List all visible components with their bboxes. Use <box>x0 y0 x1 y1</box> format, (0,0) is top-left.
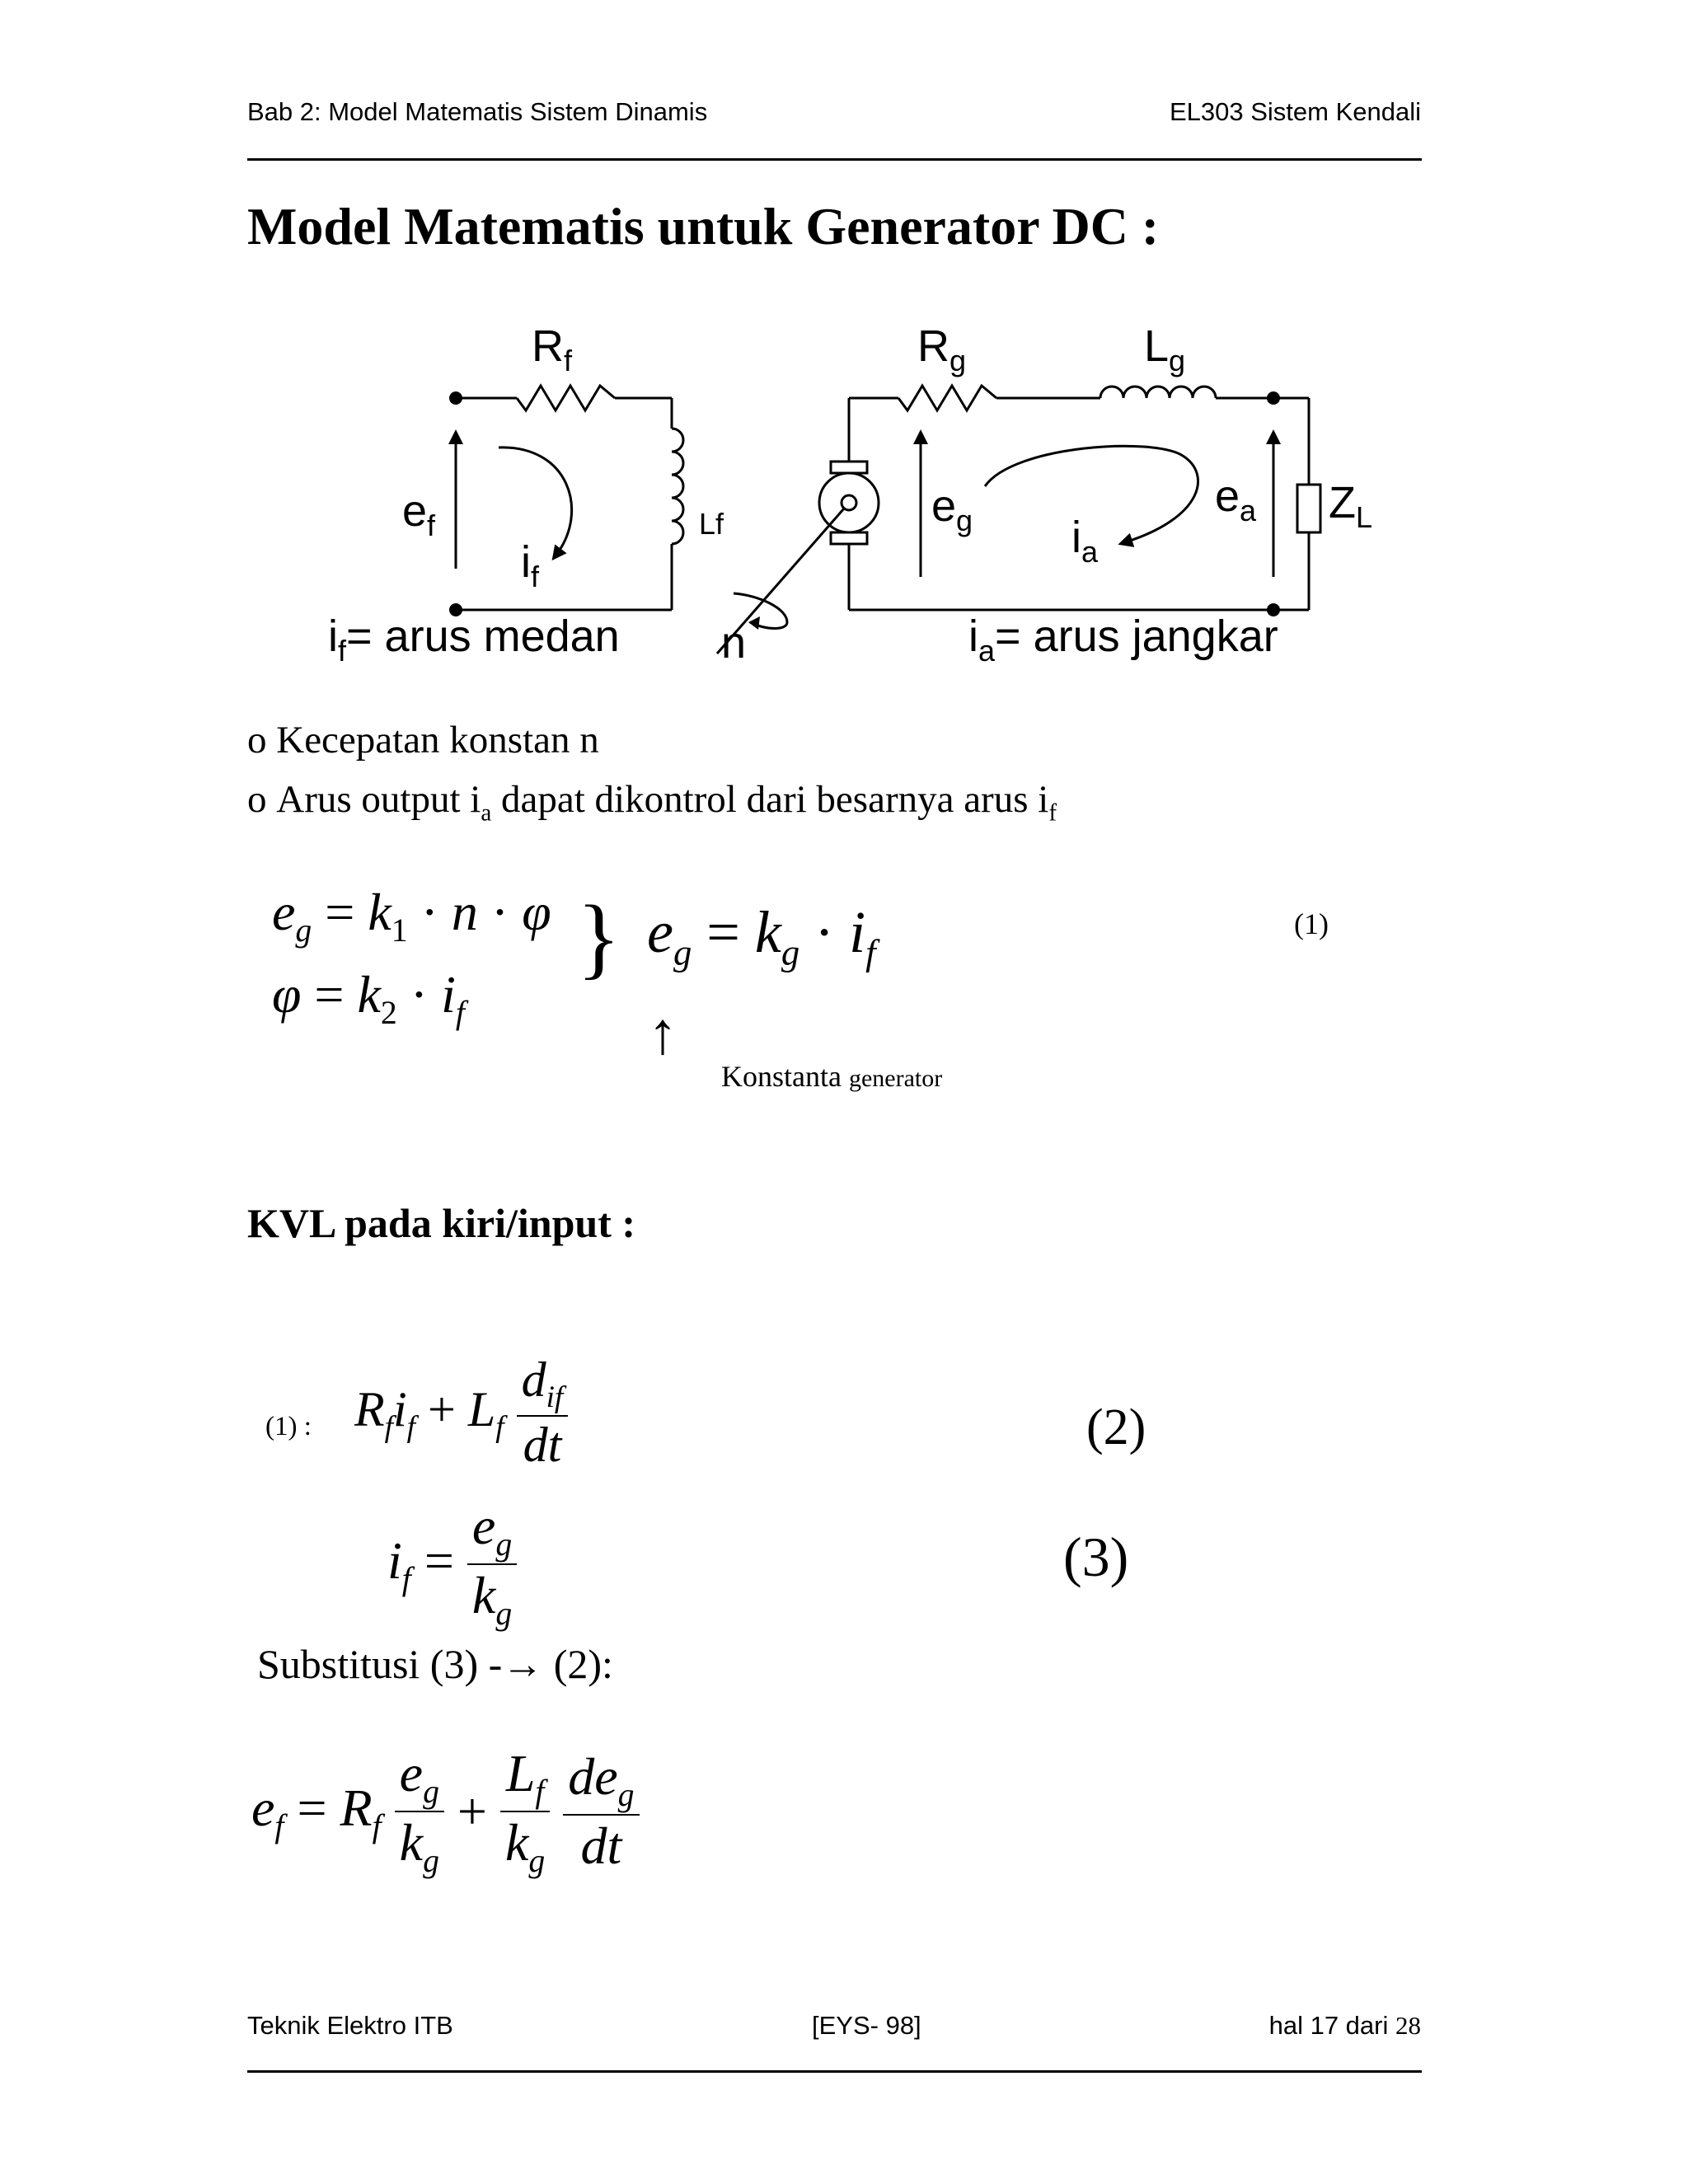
final-fraction-lf-kg: $\frac{L_f}{k_g}$ <box>500 1743 550 1880</box>
equation-3-fraction: $\frac{e_g}{k_g}$ <box>467 1496 517 1633</box>
label-if: $i_f$ <box>521 537 540 593</box>
label-n: n <box>721 618 747 668</box>
equation-3-number: (3) <box>1063 1526 1129 1588</box>
armature-inductor-lg <box>1100 387 1216 398</box>
terminal-dot-armature-top <box>1267 391 1280 405</box>
arrow-right-icon: → <box>502 1641 544 1687</box>
label-ia: $i_a$ <box>1071 513 1099 569</box>
equation-2-number: (2) <box>1086 1399 1146 1455</box>
bullet-marker: o <box>247 719 267 762</box>
footer-center: [EYS- 98] <box>812 2011 921 2040</box>
bullet-marker: o <box>247 778 267 821</box>
equation-3-if: $i_f$ = $\frac{e_g}{k_g}$ <box>387 1496 517 1633</box>
label-rf: $R_f$ <box>532 321 573 377</box>
header-right: EL303 Sistem Kendali <box>1169 97 1421 126</box>
generator-armature-circle <box>819 473 879 532</box>
dc-generator-circuit-diagram <box>0 305 1688 684</box>
armature-resistor-rg <box>898 386 996 410</box>
final-fraction-eg-kg: $\frac{e_g}{k_g}$ <box>395 1743 444 1880</box>
label-ea: $e_a$ <box>1215 471 1257 527</box>
header-left: Bab 2: Model Matematis Sistem Dinamis <box>247 97 708 126</box>
label-lf: Lf <box>699 507 724 541</box>
footer-page-number: hal 17 dari 28 <box>1268 2011 1421 2040</box>
equation-1-number: (1) <box>1294 907 1329 940</box>
equation-eg-k1: $e_g = k_1 \cdot n \cdot \varphi$ <box>272 883 551 949</box>
page-title: Model Matematis untuk Generator DC : <box>247 197 1160 255</box>
label-lg: $L_g$ <box>1144 321 1186 377</box>
terminal-dot-field-top <box>449 391 462 405</box>
bullet-item-speed: o Kecepatan konstan n <box>247 719 599 762</box>
konstanta-arrow-icon: ↑ <box>648 1001 678 1066</box>
equation-2-derivative: $\frac{d_{if}}{dt}$ <box>517 1352 569 1474</box>
load-impedance-zl <box>1297 485 1320 532</box>
equation-2-kvl: $R_fi_f + L_f$ $\frac{d_{if}}{dt}$ <box>354 1352 568 1474</box>
header-divider <box>247 158 1422 161</box>
kvl-heading: KVL pada kiri/input : <box>247 1200 635 1246</box>
rotation-arrow-head <box>748 616 760 630</box>
konstanta-annotation: Konstanta generator <box>721 1060 943 1093</box>
if-current-arrow <box>499 448 572 555</box>
equation-brace: } <box>577 887 621 987</box>
generator-brush-top <box>831 462 867 473</box>
footer-divider <box>247 2070 1422 2073</box>
generator-brush-bottom <box>831 532 867 544</box>
field-inductor-lf <box>672 429 683 544</box>
final-fraction-deg-dt: $\frac{de_g}{dt}$ <box>563 1746 639 1877</box>
label-ef: $e_f$ <box>402 486 436 542</box>
footer-left: Teknik Elektro ITB <box>247 2011 453 2040</box>
substitution-text: Substitusi (3) -→ (2): <box>257 1641 613 1687</box>
ia-caption: $i_a=$ arus jangkar <box>968 612 1278 668</box>
bullet-item-output-current: o Arus output $i_a$ dapat dikontrol dari besarnya arus $i_f$ <box>247 778 1057 827</box>
label-rg: $R_g$ <box>917 321 967 377</box>
equation-phi-k2: $\varphi = k_2 \cdot i_f$ <box>272 965 465 1031</box>
equation-ef-final: $e_f = R_f$ $\frac{e_g}{k_g}$ + $\frac{L_f}{k_g}$ $\frac{de_g}{dt}$ <box>251 1743 640 1880</box>
label-zl: $Z_L$ <box>1329 478 1373 534</box>
equation-eg-kg: $e_g = k_g \cdot i_f$ <box>647 899 876 973</box>
if-caption: $i_f=$ arus medan <box>328 612 620 668</box>
ia-current-arrow <box>985 446 1198 542</box>
equation-2-prefix: (1) : <box>265 1412 312 1441</box>
label-eg: $e_g$ <box>931 481 973 537</box>
field-resistor-rf <box>517 386 615 410</box>
bullet-list <box>247 710 1057 842</box>
